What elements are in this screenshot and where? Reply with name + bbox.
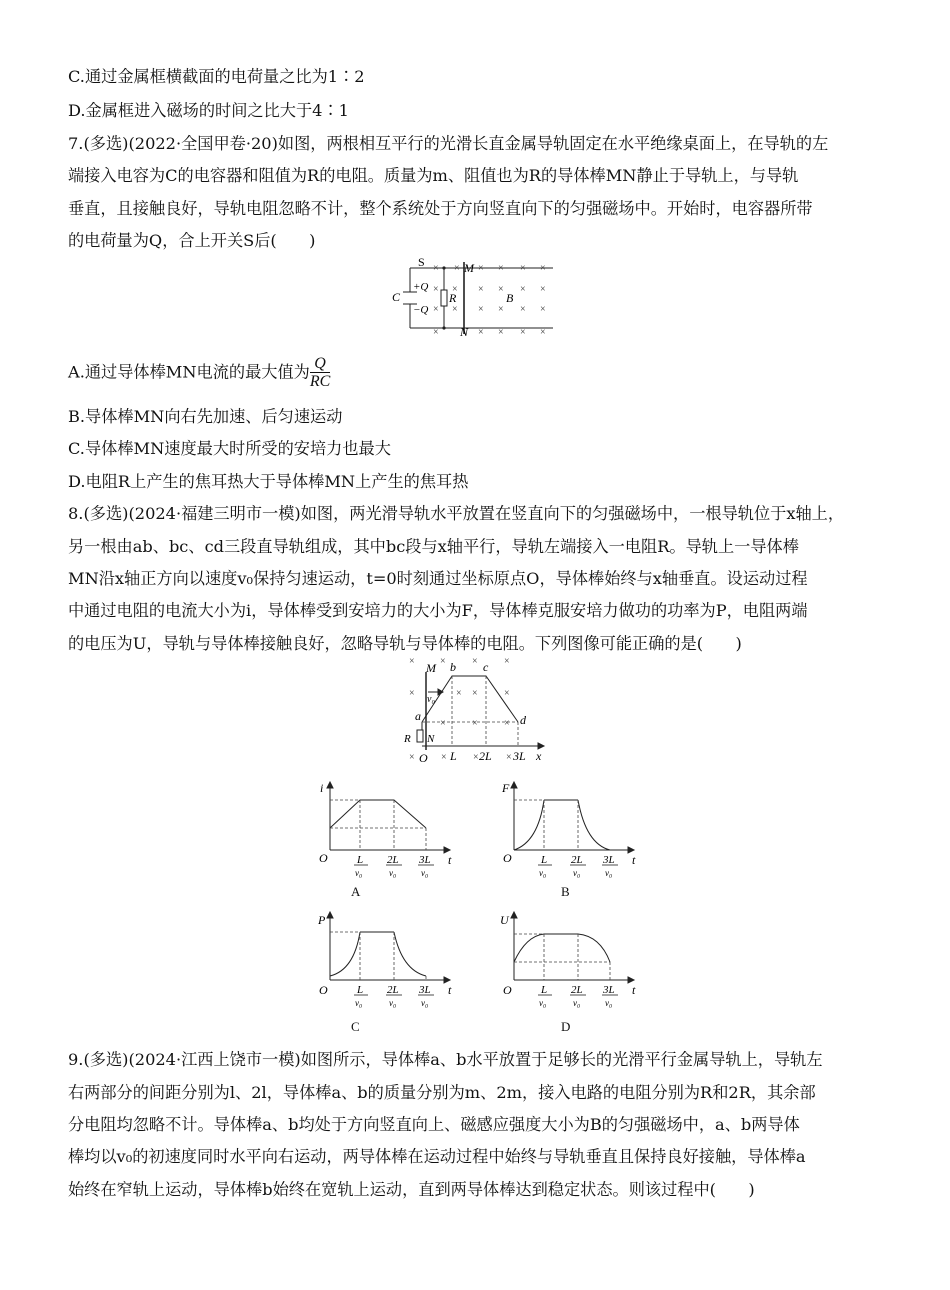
field-cross: × [506,752,512,763]
field-cross: × [520,284,526,295]
field-cross: × [498,263,504,274]
option-c-prev: C.通过金属框横截面的电荷量之比为1∶2 [68,67,365,86]
field-cross: × [456,688,462,699]
field-cross: × [472,688,478,699]
label-R: R [449,291,457,305]
field-cross: × [433,327,439,338]
q7-option-d: D.电阻R上产生的焦耳热大于导体棒MN上产生的焦耳热 [68,472,469,491]
field-cross: × [409,656,415,667]
label-minusQ: −Q [413,304,429,316]
tick-v0: v₀ [573,868,581,878]
tick-L: L [357,854,364,866]
tick-3L: 3L [603,854,615,866]
q7-option-b: B.导体棒MN向右先加速、后匀速运动 [68,407,343,426]
tick-L: L [541,854,548,866]
y-axis-label: F [502,781,510,795]
q9-line-1: 9.(多选)(2024·江西上饶市一模)如图所示，导体棒a、b水平放置于足够长的光滑平行金属导轨上，导轨左 [68,1050,823,1069]
t-axis-label: t [448,853,452,867]
y-axis-label: U [500,913,509,927]
q7-option-c: C.导体棒MN速度最大时所受的安培力也最大 [68,439,391,458]
tick-v0: v₀ [573,998,581,1008]
q9-line-5: 始终在窄轨上运动，导体棒b始终在宽轨上运动，直到两导体棒达到稳定状态。则该过程中( ) [68,1180,755,1199]
field-cross: × [409,688,415,699]
graph-A [316,780,456,878]
graph-A-caption: A [351,884,361,899]
label-M: M [464,261,474,275]
tick-v0: v₀ [539,998,547,1008]
field-cross: × [473,752,479,763]
label-x: x [536,749,542,763]
label-v0: v₀ [427,694,435,705]
field-cross: × [520,304,526,315]
field-cross: × [478,304,484,315]
label-b: b [450,660,456,674]
q7-circuit-figure [388,256,558,340]
q7-option-a [68,355,330,391]
field-cross: × [498,304,504,315]
label-M: M [426,661,436,675]
y-axis-label: i [320,781,324,795]
graph-C [316,910,456,1010]
label-C: C [392,290,401,304]
q7-option-a-text: A.通过导体棒MN电流的最大值为 [68,362,310,382]
tick-2L: 2L [571,854,583,866]
tick-2L: 2L [387,854,399,866]
t-axis-label: t [632,983,636,997]
field-cross: × [504,656,510,667]
field-cross: × [498,327,504,338]
field-cross: × [441,752,447,763]
field-cross: × [498,284,504,295]
q8-line-5: 的电压为U，导轨与导体棒接触良好，忽略导轨与导体棒的电阻。下列图像可能正确的是( ) [68,634,742,653]
field-cross: × [478,284,484,295]
label-d: d [520,713,526,727]
origin-label: O [503,851,512,865]
field-cross: × [520,263,526,274]
field-cross: × [520,327,526,338]
tick-v0: v₀ [539,868,547,878]
y-axis-label: P [318,913,326,927]
tick-3L: 3L [513,749,526,763]
field-cross: × [540,263,546,274]
tick-v0: v₀ [389,998,397,1008]
graph-C-caption: C [351,1019,360,1034]
q8-line-3: MN沿x轴正方向以速度v₀保持匀速运动，t=0时刻通过坐标原点O，导体棒始终与x轴垂直。设运动过程 [68,569,808,588]
field-cross: × [540,304,546,315]
fraction-Q-over-RC [310,355,330,390]
tick-3L: 3L [419,854,431,866]
tick-2L: 2L [571,984,583,996]
q7-line-1: 7.(多选)(2022·全国甲卷·20)如图，两根相互平行的光滑长直金属导轨固定在水平绝缘桌面上，在导轨的左 [68,134,829,153]
q9-line-3: 分电阻均忽略不计。导体棒a、b均处于方向竖直向上、磁感应强度大小为B的匀强磁场中，a、b两导体 [68,1115,800,1134]
tick-L: L [541,984,548,996]
label-a: a [415,709,421,723]
label-B: B [506,291,514,305]
tick-2L: 2L [479,749,492,763]
option-d-prev: D.金属框进入磁场的时间之比大于4∶1 [68,101,349,120]
field-cross: × [454,263,460,274]
tick-3L: 3L [419,984,431,996]
tick-v0: v₀ [421,868,429,878]
field-cross: × [478,263,484,274]
q8-line-2: 另一根由ab、bc、cd三段直导轨组成，其中bc段与x轴平行，导轨左端接入一电阻R。导轨上一导体棒 [68,537,799,556]
origin-label: O [503,983,512,997]
tick-v0: v₀ [355,868,363,878]
field-cross: × [409,752,415,763]
t-axis-label: t [448,983,452,997]
tick-v0: v₀ [355,998,363,1008]
q7-line-3: 垂直，且接触良好，导轨电阻忽略不计，整个系统处于方向竖直向下的匀强磁场中。开始时，电容器所带 [68,199,813,218]
field-cross: × [433,304,439,315]
graph-B-caption: B [561,884,570,899]
label-O: O [419,751,428,765]
graph-D-caption: D [561,1019,571,1034]
field-cross: × [440,656,446,667]
tick-v0: v₀ [605,868,613,878]
field-cross: × [440,718,446,729]
tick-3L: 3L [603,984,615,996]
graph-D [500,910,640,1010]
label-c: c [483,660,489,674]
field-cross: × [452,304,458,315]
label-plusQ: +Q [413,281,429,293]
field-cross: × [504,688,510,699]
t-axis-label: t [632,853,636,867]
tick-v0: v₀ [421,998,429,1008]
field-cross: × [540,327,546,338]
field-cross: × [540,284,546,295]
label-R: R [404,733,411,745]
tick-2L: 2L [387,984,399,996]
q8-line-4: 中通过电阻的电流大小为i，导体棒受到安培力的大小为F，导体棒克服安培力做功的功率为P，电阻两端 [68,601,808,620]
field-cross: × [433,284,439,295]
fraction-numerator: Q [310,355,330,373]
field-cross: × [433,263,439,274]
graph-B [500,780,640,878]
tick-L: L [357,984,364,996]
q8-line-1: 8.(多选)(2024·福建三明市一模)如图，两光滑导轨水平放置在竖直向下的匀强磁场中，一根导轨位于x轴上， [68,504,845,523]
field-cross: × [472,718,478,729]
label-N: N [460,325,469,339]
fraction-denominator: RC [309,373,331,390]
origin-label: O [319,983,328,997]
q9-line-4: 棒均以v₀的初速度同时水平向右运动，两导体棒在运动过程中始终与导轨垂直且保持良好接触，导体棒a [68,1147,806,1166]
field-cross: × [504,718,510,729]
tick-v0: v₀ [389,868,397,878]
field-cross: × [472,656,478,667]
origin-label: O [319,851,328,865]
switch-label: S [418,255,425,269]
tick-L: L [450,749,457,763]
q9-line-2: 右两部分的间距分别为l、2l，导体棒a、b的质量分别为m、2m，接入电路的电阻分别为R和2R，其余部 [68,1083,816,1102]
tick-v0: v₀ [605,998,613,1008]
q8-rail-figure [400,656,550,768]
q7-line-4: 的电荷量为Q，合上开关S后( ) [68,231,316,250]
q7-line-2: 端接入电容为C的电容器和阻值为R的电阻。质量为m、阻值也为R的导体棒MN静止于导轨上，与导轨 [68,166,799,185]
label-N: N [427,733,435,745]
field-cross: × [452,284,458,295]
field-cross: × [478,327,484,338]
